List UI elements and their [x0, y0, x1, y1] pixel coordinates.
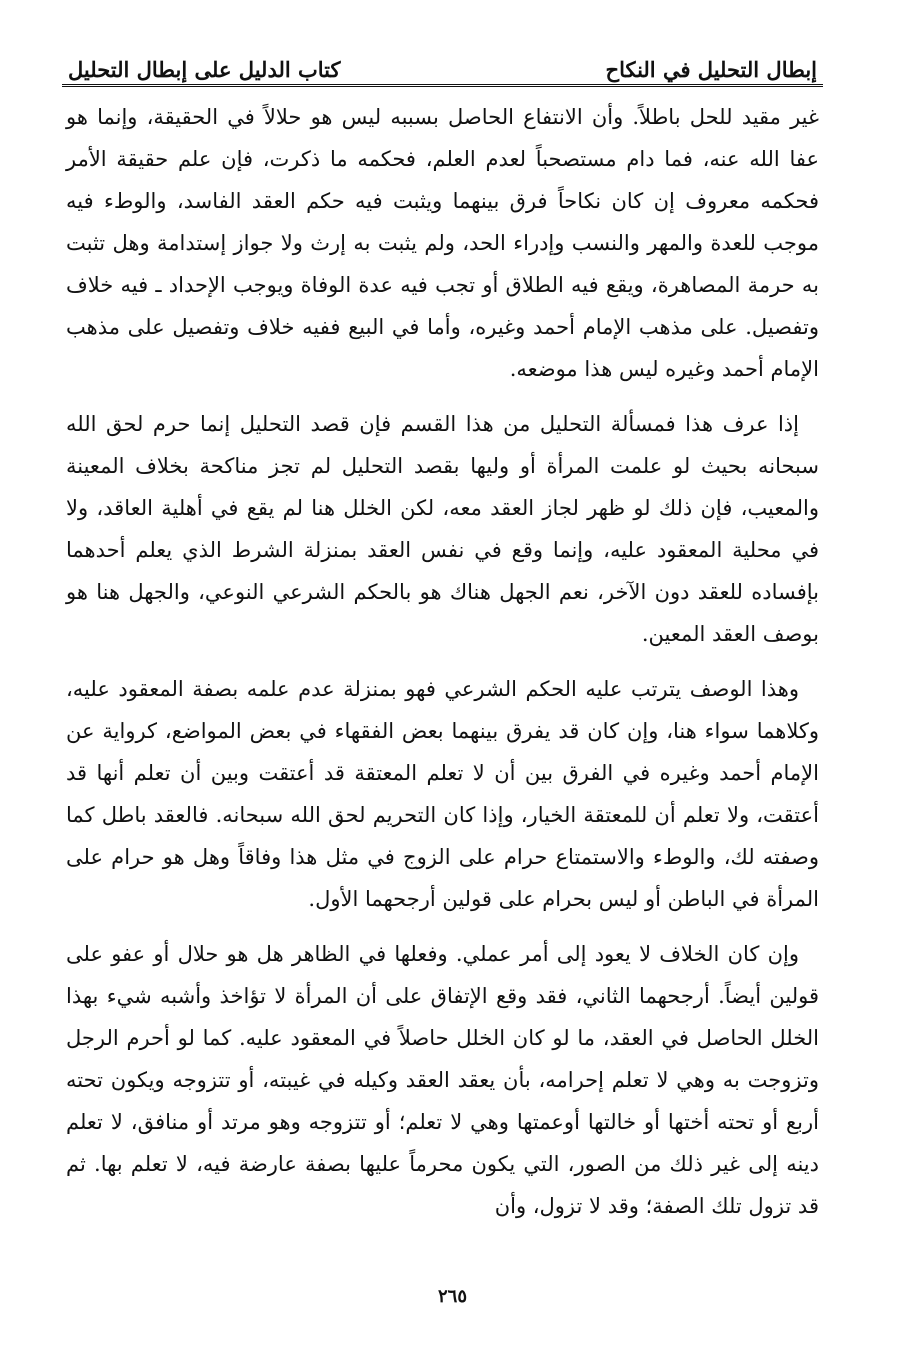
paragraph: إذا عرف هذا فمسألة التحليل من هذا القسم فإن قصد التحليل إنما حرم لحق الله سبحانه بحيث لو علمت المرأة أو وليها بقصد التحليل لم تجز مناكحة بخلاف المعينة والمعيب، فإن ذلك لو ظهر لجاز العقد معه، لكن الخلل هنا لم يقع في أهلية العاقد، ولا في محلية المعقود عليه، وإنما وقع في نفس العقد بمنزلة الشرط الذي يعلم أحدهما بإفساده للعقد دون الآخر، نعم الجهل هناك هو بالحكم الشرعي النوعي، والجهل هنا هو بوصف العقد المعين.: [66, 412, 819, 646]
paragraph: وهذا الوصف يترتب عليه الحكم الشرعي فهو بمنزلة عدم علمه بصفة المعقود عليه، وكلاهما سواء هنا، وإن كان قد يفرق بينهما بعض الفقهاء في بعض المواضع، كرواية عن الإمام أحمد وغيره في الفرق بين أن لا تعلم المعتقة قد أعتقت وبين أن تعلم أنها قد أعتقت، ولا تعلم أن للمعتقة الخيار، وإذا كان التحريم لحق الله سبحانه. فالعقد باطل كما وصفته لك، والوطء والاستمتاع حرام على الزوج في مثل هذا وفاقاً وهل هو حرام على المرأة في الباطن أو ليس بحرام على قولين أرجحهما الأول.: [66, 677, 819, 911]
running-header: [68, 40, 817, 80]
paragraph: غير مقيد للحل باطلاً. وأن الانتفاع الحاصل بسببه ليس هو حلالاً في الحقيقة، وإنما هو عفا الله عنه، فما دام مستصحباً لعدم العلم، فحكمه ما ذكرت، فإن علم حقيقة الأمر فحكمه معروف إن كان نكاحاً فرق بينهما ويثبت فيه حكم العقد الفاسد، والوطء فيه موجب للعدة والمهر والنسب وإدراء الحد، ولم يثبت به إرث ولا جواز إستدامة وهل تثبت به حرمة المصاهرة، ويقع فيه الطلاق أو تجب فيه عدة الوفاة ويوجب الإحداد ـ فيه خلاف وتفصيل. على مذهب الإمام أحمد وغيره، وأما في البيع ففيه خلاف وتفصيل على مذهب الإمام أحمد وغيره ليس هذا موضعه.: [66, 105, 819, 381]
header-left-title: كتاب الدليل على إبطال التحليل: [68, 57, 341, 82]
body-text: [66, 96, 819, 1240]
paragraph: وإن كان الخلاف لا يعود إلى أمر عملي. وفعلها في الظاهر هل هو حلال أو عفو على قولين أيضاً. أرجحهما الثاني، فقد وقع الإتفاق على أن المرأة لا تؤاخذ وأشبه شيء بهذا الخلل الحاصل في العقد، ما لو كان الخلل حاصلاً في المعقود عليه. كما لو أحرم الرجل وتزوجت به وهي لا تعلم إحرامه، بأن يعقد العقد وكيله في غيبته، أو تتزوجه ويكون تحته أربع أو تحته أختها أو خالتها أوعمتها وهي لا تعلم؛ أو تتزوجه وهو مرتد أو منافق، لا تعلم دينه إلى غير ذلك من الصور، التي يكون محرماً عليها بصفة عارضة فيه، لا تعلم بها. ثم قد تزول تلك الصفة؛ وقد لا تزول، وأن: [66, 942, 820, 1218]
header-right-title: إبطال التحليل في النكاح: [605, 57, 817, 82]
header-divider: [62, 84, 823, 87]
page-number: ٢٦٥: [437, 1286, 467, 1307]
